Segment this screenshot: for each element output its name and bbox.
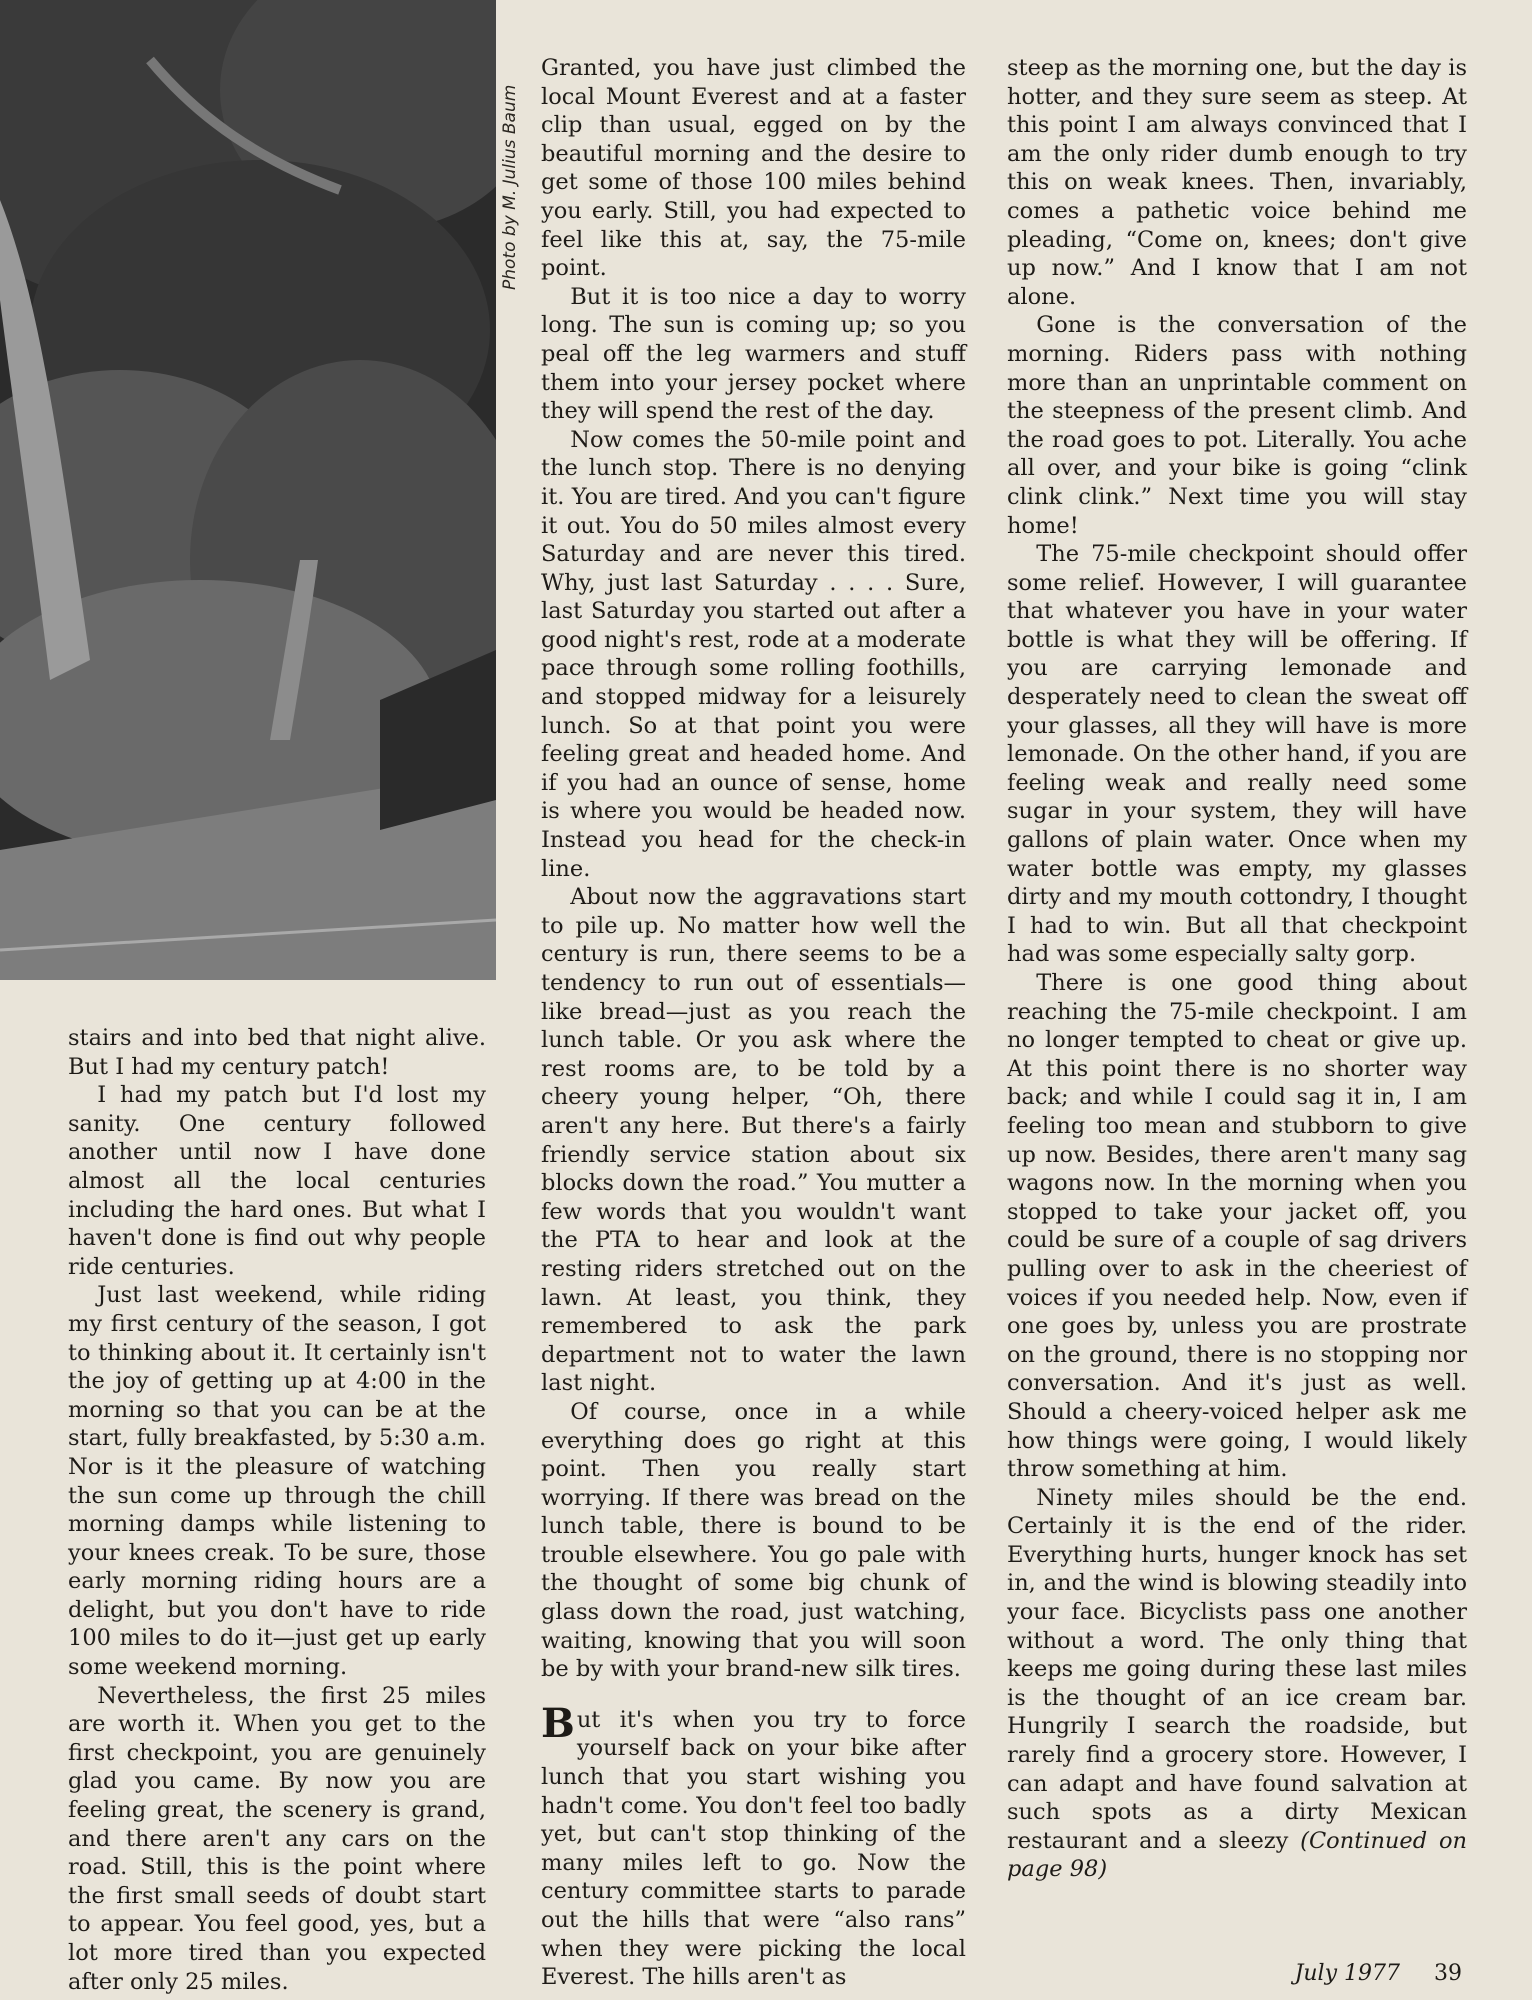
paragraph: But it is too nice a day to worry long. The sun is coming up; so you peal off the leg warmers and stuff them into your jersey pocket where they will spend the rest of the day.	[541, 283, 966, 425]
article-column-3	[1007, 54, 1467, 1884]
paragraph: Nevertheless, the first 25 miles are worth it. When you get to the first checkpoint, you are genuinely glad you came. By now you are feeling great, the scenery is grand, and there aren't any cars on the road. Still, this is the point where the first small seeds of doubt start to appear. You feel good, yes, but a lot more tired than you expected after only 25 miles.	[68, 1682, 486, 1995]
paragraph: The 75-mile checkpoint should offer some relief. However, I will guarantee that whatever you have in your water bottle is what they will be offering. If you are carrying lemonade and desperately need to clean the sweat off your glasses, all they will have is more lemonade. On the other hand, if you are feeling weak and really need some sugar in your system, they will have gallons of plain water. Once when my water bottle was empty, my glasses dirty and my mouth cottondry, I thought I had to win. But all that checkpoint had was some especially salty gorp.	[1007, 541, 1467, 968]
article-column-2	[541, 54, 966, 1992]
drop-cap: B	[541, 1699, 575, 1747]
page-footer	[1295, 1961, 1462, 1986]
paragraph: Granted, you have just climbed the local Mount Everest and at a faster clip than usual, egged on by the beautiful morning and the desire to get some of those 100 miles behind you early. Still, you had expected to feel like this at, say, the 75-mile point.	[541, 55, 966, 282]
continued-note: (Continued on page 98)	[1007, 1827, 1467, 1883]
article-column-1	[68, 1024, 486, 1996]
paragraph: stairs and into bed that night alive. But I had my century patch!	[68, 1025, 486, 1080]
forest-road-photo	[0, 0, 496, 980]
paragraph: I had my patch but I'd lost my sanity. One century followed another until now I have done almost all the local centuries including the hard ones. But what I haven't done is find out why people ride centuries.	[68, 1082, 486, 1280]
paragraph: About now the aggravations start to pile up. No matter how well the century is run, there seems to be a tendency to run out of essentials—like bread—just as you reach the lunch table. Or you ask where the rest rooms are, to be told by a cheery young helper, “Oh, there aren't any here. But there's a fairly friendly service station about six blocks down the road.” You mutter a few words that you wouldn't want the PTA to hear and look at the resting riders stretched out on the lawn. At least, you think, they remembered to ask the park department not to water the lawn last night.	[541, 884, 966, 1397]
page-number: 39	[1434, 1961, 1462, 1986]
paragraph: Now comes the 50-mile point and the lunch stop. There is no denying it. You are tired. And you can't figure it out. You do 50 miles almost every Saturday and are never this tired. Why, just last Saturday . . . . Sure, last Saturday you started out after a good night's rest, rode at a moderate pace through some rolling foothills, and stopped midway for a leisurely lunch. So at that point you were feeling great and headed home. And if you had an ounce of sense, home is where you would be headed now. Instead you head for the check-in line.	[541, 426, 966, 882]
paragraph: There is one good thing about reaching the 75-mile checkpoint. I am no longer tempted to cheat or give up. At this point there is no shorter way back; and while I could sag it in, I am feeling too mean and stubborn to give up now. Besides, there aren't many sag wagons now. In the morning when you stopped to take your jacket off, you could be sure of a couple of sag drivers pulling over to ask in the cheeriest of voices if you needed help. Now, even if one goes by, unless you are prostrate on the ground, there is no stopping nor conversation. And it's just as well. Should a cheery-voiced helper ask me how things were going, I would likely throw something at him.	[1007, 970, 1467, 1483]
paragraph-dropcap: But it's when you try to force yourself back on your bike after lunch that you start wishing you hadn't come. You don't feel too badly yet, but can't stop thinking of the many miles left to go. Now the century committee starts to parade out the hills that were “also rans” when they were picking the local Everest. The hills aren't as	[541, 1699, 966, 1991]
paragraph: Gone is the conversation of the morning. Riders pass with nothing more than an unprintable comment on the steepness of the present climb. And the road goes to pot. Literally. You ache all over, and your bike is going “clink clink clink.” Next time you will stay home!	[1007, 312, 1467, 539]
paragraph: steep as the morning one, but the day is hotter, and they sure seem as steep. At this point I am always convinced that I am the only rider dumb enough to try this on weak knees. Then, invariably, comes a pathetic voice behind me pleading, “Come on, knees; don't give up now.” And I know that I am not alone.	[1007, 55, 1467, 310]
paragraph: Ninety miles should be the end. Certainly it is the end of the rider. Everything hurts, hunger knock has set in, and the wind is blowing steadily into your face. Bicyclists pass one another without a word. The only thing that keeps me going during these last miles is the thought of an ice cream bar. Hungrily I search the roadside, but rarely find a grocery store. However, I can adapt and have found salvation at such spots as a dirty Mexican restaurant and a sleezy (Continued on page 98)	[1007, 1484, 1467, 1883]
paragraph: Of course, once in a while everything does go right at this point. Then you really start worrying. If there was bread on the lunch table, there is bound to be trouble elsewhere. You go pale with the thought of some big chunk of glass down the road, just watching, waiting, knowing that you will soon be by with your brand-new silk tires.	[541, 1398, 966, 1683]
issue-date: July 1977	[1294, 1961, 1400, 1986]
photo-credit: Photo by M. Julius Baum	[500, 84, 520, 290]
paragraph: Just last weekend, while riding my first century of the season, I got to thinking about it. It certainly isn't the joy of getting up at 4:00 in the morning so that you can be at the start, fully breakfasted, by 5:30 a.m. Nor is it the pleasure of watching the sun come up through the chill morning damps while listening to your knees creak. To be sure, those early morning riding hours are a delight, but you don't have to ride 100 miles to do it—just get up early some weekend morning.	[68, 1282, 486, 1681]
